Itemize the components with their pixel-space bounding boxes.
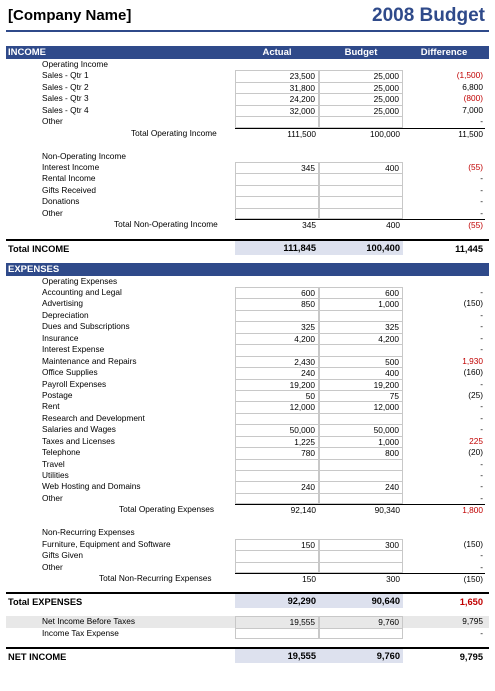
- actual-input-cell[interactable]: 50: [235, 390, 319, 401]
- actual-input-cell[interactable]: [235, 550, 319, 561]
- line-item-label: Telephone: [42, 447, 81, 458]
- line-item-row: [6, 162, 489, 173]
- difference-cell: (25): [468, 389, 483, 400]
- line-item-row: [6, 436, 489, 447]
- actual-cell: 19,555: [235, 616, 319, 627]
- line-item-label: Donations: [42, 196, 80, 207]
- line-item-label: Depreciation: [42, 309, 89, 320]
- budget-input-cell[interactable]: [319, 413, 403, 424]
- line-item-label: Travel: [42, 458, 65, 469]
- line-item-row: [6, 185, 489, 196]
- line-item-label: Gifts Received: [42, 184, 96, 195]
- operating-expenses-label: Operating Expenses: [42, 275, 118, 286]
- budget-input-cell[interactable]: 25,000: [319, 93, 403, 104]
- line-item-row: [6, 310, 489, 321]
- line-item-label: Interest Expense: [42, 344, 105, 355]
- total-operating-expenses-row: [6, 504, 489, 515]
- income-header-row: [6, 46, 489, 59]
- line-item-label: Insurance: [42, 332, 79, 343]
- line-item-row: [6, 93, 489, 104]
- total-budget: 100,000: [319, 128, 403, 140]
- actual-input-cell[interactable]: 12,000: [235, 401, 319, 412]
- budget-input-cell[interactable]: 75: [319, 390, 403, 401]
- line-item-row: [6, 424, 489, 435]
- budget-input-cell[interactable]: 12,000: [319, 401, 403, 412]
- operating-income-rows: [6, 70, 489, 127]
- budget-input-cell[interactable]: 4,200: [319, 333, 403, 344]
- line-item-label: Other: [42, 116, 63, 127]
- line-item-row: [6, 413, 489, 424]
- section-label-row: [6, 276, 489, 287]
- grand-total-label: Total EXPENSES: [8, 597, 83, 608]
- income-tax-row: [6, 628, 489, 639]
- line-item-label: Rental Income: [42, 173, 96, 184]
- line-item-row: [6, 321, 489, 332]
- line-item-row: [6, 287, 489, 298]
- line-item-row: [6, 70, 489, 81]
- line-item-row: [6, 447, 489, 458]
- budget-input-cell[interactable]: [319, 344, 403, 355]
- difference-cell: -: [480, 196, 483, 207]
- difference-cell: -: [480, 492, 483, 503]
- line-item-row: [6, 459, 489, 470]
- difference-cell: -: [480, 207, 483, 218]
- difference-cell: 6,800: [462, 81, 483, 92]
- actual-input-cell[interactable]: [235, 628, 319, 639]
- actual-input-cell[interactable]: 24,200: [235, 93, 319, 104]
- grand-total-actual: 92,290: [235, 594, 319, 608]
- difference-cell: -: [480, 561, 483, 572]
- difference-cell: (150): [463, 538, 483, 549]
- total-budget: 400: [319, 219, 403, 231]
- grand-total-actual: 111,845: [235, 241, 319, 255]
- budget-input-cell[interactable]: [319, 493, 403, 504]
- difference-cell: -: [480, 184, 483, 195]
- budget-input-cell[interactable]: 19,200: [319, 379, 403, 390]
- net-income-difference: 9,795: [459, 652, 483, 663]
- total-label: Total Non-Operating Income: [114, 219, 218, 230]
- difference-cell: 225: [469, 435, 483, 446]
- total-actual: 111,500: [235, 128, 319, 140]
- budget-input-cell[interactable]: 1,000: [319, 298, 403, 309]
- title-bar: [6, 4, 489, 32]
- line-item-row: [6, 82, 489, 93]
- difference-cell: -: [480, 458, 483, 469]
- net-income-row: [6, 647, 489, 663]
- line-item-label: Dues and Subscriptions: [42, 321, 130, 332]
- total-actual: 345: [235, 219, 319, 231]
- budget-input-cell[interactable]: 300: [319, 539, 403, 550]
- line-item-label: Other: [42, 207, 63, 218]
- line-item-label: Sales - Qtr 3: [42, 93, 89, 104]
- actual-input-cell[interactable]: [235, 185, 319, 196]
- actual-input-cell[interactable]: [235, 116, 319, 127]
- line-item-row: [6, 401, 489, 412]
- non-operating-income-rows: [6, 162, 489, 219]
- difference-column-header: Difference: [420, 47, 468, 58]
- actual-input-cell[interactable]: [235, 310, 319, 321]
- line-item-row: [6, 333, 489, 344]
- budget-input-cell[interactable]: 1,000: [319, 436, 403, 447]
- grand-total-budget: 100,400: [319, 241, 403, 255]
- line-item-label: Utilities: [42, 470, 69, 480]
- actual-input-cell[interactable]: 32,000: [235, 105, 319, 116]
- line-item-label: Advertising: [42, 298, 84, 309]
- budget-input-cell[interactable]: [319, 459, 403, 470]
- line-item-row: [6, 550, 489, 561]
- difference-cell: (800): [463, 93, 483, 104]
- total-difference: (150): [403, 573, 485, 585]
- total-difference: 1,800: [403, 504, 485, 516]
- budget-column-header: Budget: [344, 47, 378, 58]
- line-item-row: [6, 116, 489, 127]
- actual-input-cell[interactable]: [235, 196, 319, 207]
- difference-cell: -: [480, 550, 483, 561]
- budget-input-cell[interactable]: 25,000: [319, 70, 403, 81]
- actual-input-cell[interactable]: 600: [235, 287, 319, 298]
- non-recurring-expenses-label: Non-Recurring Expenses: [42, 527, 135, 538]
- difference-cell: -: [480, 344, 483, 355]
- non-operating-income-label: Non-Operating Income: [42, 150, 126, 161]
- grand-total-difference: 1,650: [459, 597, 483, 608]
- budget-input-cell[interactable]: 400: [319, 367, 403, 378]
- difference-cell: (20): [468, 447, 483, 458]
- budget-input-cell[interactable]: [319, 562, 403, 573]
- section-label-row: [6, 151, 489, 162]
- line-item-row: [6, 562, 489, 573]
- row-label: Net Income Before Taxes: [42, 616, 136, 627]
- actual-input-cell[interactable]: 150: [235, 539, 319, 550]
- line-item-label: Sales - Qtr 4: [42, 104, 89, 115]
- actual-input-cell[interactable]: 4,200: [235, 333, 319, 344]
- difference-cell: -: [480, 424, 483, 435]
- line-item-row: [6, 493, 489, 504]
- net-before-tax-row: [6, 616, 489, 627]
- actual-column-header: Actual: [262, 47, 292, 58]
- operating-expenses-rows: [6, 287, 489, 504]
- line-item-label: Sales - Qtr 2: [42, 81, 89, 92]
- budget-input-cell[interactable]: [319, 628, 403, 639]
- row-label: Income Tax Expense: [42, 627, 119, 638]
- budget-input-cell[interactable]: 500: [319, 356, 403, 367]
- total-budget: 90,340: [319, 504, 403, 516]
- budget-input-cell[interactable]: [319, 310, 403, 321]
- actual-input-cell[interactable]: [235, 208, 319, 219]
- actual-input-cell[interactable]: [235, 413, 319, 424]
- budget-cell: 9,760: [319, 616, 403, 627]
- line-item-label: Salaries and Wages: [42, 424, 116, 435]
- line-item-row: [6, 539, 489, 550]
- budget-input-cell[interactable]: [319, 550, 403, 561]
- budget-input-cell[interactable]: 25,000: [319, 105, 403, 116]
- difference-cell: -: [480, 470, 483, 480]
- actual-input-cell[interactable]: [235, 562, 319, 573]
- expenses-header-label: EXPENSES: [8, 263, 60, 275]
- operating-income-label: Operating Income: [42, 59, 108, 69]
- line-item-label: Rent: [42, 401, 60, 412]
- budget-title: 2008 Budget: [372, 5, 485, 26]
- line-item-row: [6, 105, 489, 116]
- actual-input-cell[interactable]: 240: [235, 367, 319, 378]
- difference-cell: -: [480, 401, 483, 412]
- line-item-label: Furniture, Equipment and Software: [42, 538, 171, 549]
- line-item-label: Taxes and Licenses: [42, 435, 115, 446]
- actual-input-cell[interactable]: 19,200: [235, 379, 319, 390]
- total-expenses-row: [6, 592, 489, 608]
- line-item-row: [6, 390, 489, 401]
- income-header-label: INCOME: [8, 47, 46, 58]
- line-item-label: Other: [42, 492, 63, 503]
- total-budget: 300: [319, 573, 403, 585]
- non-recurring-expenses-rows: [6, 539, 489, 573]
- total-non-operating-income-row: [6, 219, 489, 230]
- difference-cell: (150): [463, 298, 483, 309]
- line-item-label: Office Supplies: [42, 367, 98, 378]
- total-difference: 11,500: [403, 128, 485, 140]
- difference-cell: 9,795: [462, 616, 483, 627]
- budget-input-cell[interactable]: [319, 185, 403, 196]
- actual-input-cell[interactable]: 50,000: [235, 424, 319, 435]
- total-operating-income-row: [6, 128, 489, 139]
- actual-input-cell[interactable]: 850: [235, 298, 319, 309]
- line-item-label: Interest Income: [42, 161, 100, 172]
- actual-input-cell[interactable]: [235, 173, 319, 184]
- line-item-row: [6, 173, 489, 184]
- actual-input-cell[interactable]: [235, 344, 319, 355]
- line-item-label: Web Hosting and Domains: [42, 481, 141, 492]
- budget-input-cell[interactable]: 50,000: [319, 424, 403, 435]
- actual-input-cell[interactable]: 325: [235, 321, 319, 332]
- budget-input-cell[interactable]: 25,000: [319, 82, 403, 93]
- line-item-row: [6, 356, 489, 367]
- difference-cell: 7,000: [462, 104, 483, 115]
- section-label-row: [6, 527, 489, 538]
- line-item-label: Research and Development: [42, 412, 145, 423]
- difference-cell: (160): [463, 367, 483, 378]
- line-item-label: Gifts Given: [42, 550, 84, 561]
- budget-input-cell[interactable]: 800: [319, 447, 403, 458]
- line-item-row: [6, 196, 489, 207]
- total-actual: 92,140: [235, 504, 319, 516]
- expenses-header-row: [6, 263, 489, 276]
- line-item-label: Postage: [42, 389, 73, 400]
- budget-input-cell[interactable]: [319, 116, 403, 127]
- line-item-row: [6, 298, 489, 309]
- line-item-label: Payroll Expenses: [42, 378, 107, 389]
- difference-cell: (55): [468, 161, 483, 172]
- budget-input-cell[interactable]: 400: [319, 162, 403, 173]
- budget-input-cell[interactable]: 240: [319, 481, 403, 492]
- grand-total-budget: 90,640: [319, 594, 403, 608]
- difference-cell: -: [480, 481, 483, 492]
- actual-input-cell[interactable]: 23,500: [235, 70, 319, 81]
- difference-cell: -: [480, 627, 483, 638]
- total-actual: 150: [235, 573, 319, 585]
- line-item-label: Other: [42, 561, 63, 572]
- budget-input-cell[interactable]: [319, 470, 403, 481]
- actual-input-cell[interactable]: 780: [235, 447, 319, 458]
- total-label: Total Operating Expenses: [119, 504, 215, 515]
- budget-input-cell[interactable]: 600: [319, 287, 403, 298]
- actual-input-cell[interactable]: 345: [235, 162, 319, 173]
- net-income-label: NET INCOME: [8, 652, 67, 663]
- difference-cell: -: [480, 173, 483, 184]
- actual-input-cell[interactable]: [235, 459, 319, 470]
- actual-input-cell[interactable]: 31,800: [235, 82, 319, 93]
- section-label-row: [6, 59, 489, 70]
- line-item-row: [6, 344, 489, 355]
- company-name[interactable]: [Company Name]: [8, 7, 132, 24]
- actual-input-cell[interactable]: [235, 470, 319, 481]
- line-item-row: [6, 379, 489, 390]
- total-label: Total Non-Recurring Expenses: [99, 572, 212, 583]
- budget-input-cell[interactable]: [319, 208, 403, 219]
- difference-cell: -: [480, 116, 483, 127]
- difference-cell: -: [480, 309, 483, 320]
- line-item-label: Maintenance and Repairs: [42, 355, 137, 366]
- total-label: Total Operating Income: [131, 127, 217, 138]
- budget-input-cell[interactable]: [319, 196, 403, 207]
- budget-sheet: [6, 46, 489, 663]
- line-item-row: [6, 367, 489, 378]
- grand-total-label: Total INCOME: [8, 243, 70, 254]
- grand-total-difference: 11,445: [455, 243, 483, 254]
- line-item-label: Accounting and Legal: [42, 287, 122, 297]
- actual-input-cell[interactable]: 2,430: [235, 356, 319, 367]
- difference-cell: -: [480, 412, 483, 423]
- total-income-row: [6, 239, 489, 255]
- net-income-budget: 9,760: [319, 649, 403, 663]
- net-income-actual: 19,555: [235, 649, 319, 663]
- budget-input-cell[interactable]: 325: [319, 321, 403, 332]
- difference-cell: -: [480, 332, 483, 343]
- difference-cell: (1,500): [456, 70, 483, 81]
- difference-cell: -: [480, 378, 483, 389]
- line-item-row: [6, 470, 489, 481]
- actual-input-cell[interactable]: 1,225: [235, 436, 319, 447]
- actual-input-cell[interactable]: [235, 493, 319, 504]
- difference-cell: -: [480, 321, 483, 332]
- difference-cell: 1,930: [462, 355, 483, 366]
- budget-input-cell[interactable]: [319, 173, 403, 184]
- actual-input-cell[interactable]: 240: [235, 481, 319, 492]
- total-difference: (55): [403, 219, 485, 231]
- line-item-row: [6, 208, 489, 219]
- line-item-row: [6, 481, 489, 492]
- total-non-recurring-expenses-row: [6, 573, 489, 584]
- difference-cell: -: [480, 287, 483, 297]
- line-item-label: Sales - Qtr 1: [42, 70, 89, 81]
